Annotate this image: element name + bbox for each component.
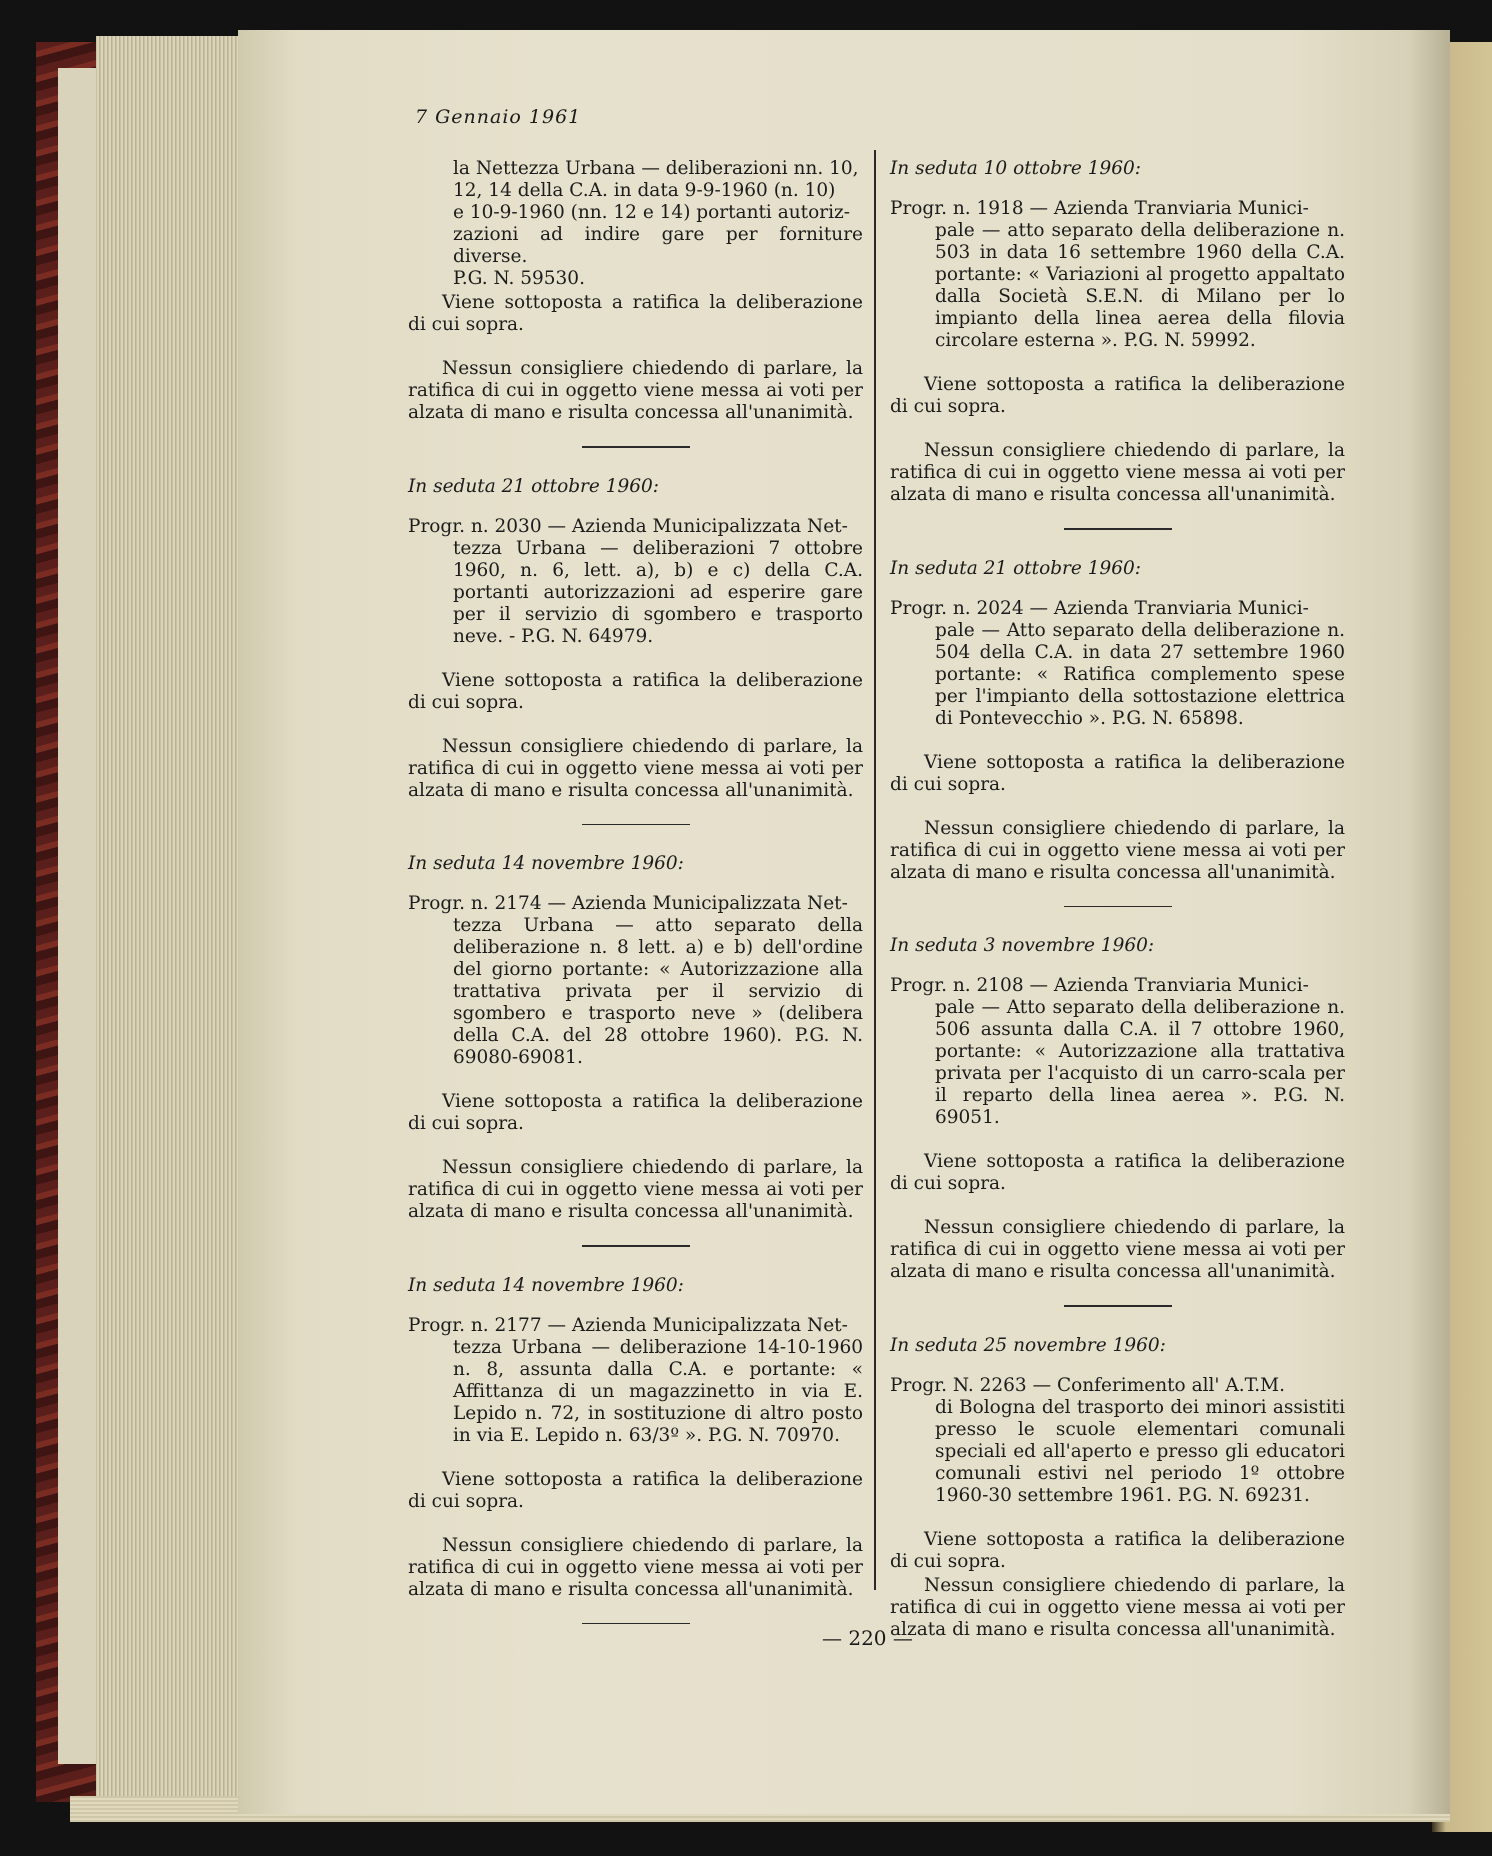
ratifica-paragraph: Viene sottoposta a ratifica la deliberazione di cui sopra. — [890, 374, 1345, 417]
progr-number: Progr. n. 2174 — Azienda Municipalizzata Net- — [408, 893, 848, 914]
continued-line: 12, 14 della C.A. in data 9-9-1960 (n. 10) — [453, 180, 836, 201]
voto-paragraph: Nessun consigliere chiedendo di parlare, la ratifica di cui in oggetto viene messa ai voti per alzata di mano e risulta concessa all'unanimità. — [890, 1574, 1345, 1640]
progr-entry — [408, 1315, 863, 1447]
voto-paragraph: Nessun consigliere chiedendo di parlare, la ratifica di cui in oggetto viene messa ai voti per alzata di mano e risulta concessa all'unanimità. — [408, 735, 863, 801]
progr-number: Progr. n. 2177 — Azienda Municipalizzata Net- — [408, 1314, 848, 1336]
ratifica-paragraph: Viene sottoposta a ratifica la deliberazione di cui sopra. — [890, 1151, 1345, 1194]
progr-text: pale — Atto separato della deliberazione n. 504 della C.A. in data 27 settembre 1960 portante: « Ratifica complemento spese per l'impianto della sottostazione elettrica di Pontevecchio ». P.G. N. 65898. — [935, 619, 1345, 729]
progr-number: Progr. n. 2108 — Azienda Tranviaria Munici- — [890, 975, 1309, 996]
section-rule — [582, 824, 690, 826]
progr-number: Progr. n. 2030 — Azienda Municipalizzata Net- — [408, 515, 848, 537]
continued-line: la Nettezza Urbana — deliberazioni nn. 10, — [453, 158, 859, 179]
seduta-heading: In seduta 3 novembre 1960: — [890, 935, 1155, 956]
page-header-date: 7 Gennaio 1961 — [415, 106, 582, 128]
progr-text: pale — atto separato della deliberazione n. 503 in data 16 settembre 1960 della C.A. portante: « Variazioni al progetto appaltato dalla Società S.E.N. di Milano per lo impianto della linea aerea della filovia circolare esterna ». P.G. N. 59992. — [935, 220, 1345, 351]
ratifica-paragraph: Viene sottoposta a ratifica la deliberazione di cui sopra. — [408, 1468, 863, 1512]
section-rule — [582, 1623, 690, 1625]
section-rule — [582, 1245, 690, 1247]
seduta-heading: In seduta 25 novembre 1960: — [890, 1334, 1166, 1356]
ratifica-paragraph: Viene sottoposta a ratifica la deliberazione di cui sopra. — [408, 292, 863, 335]
voto-paragraph: Nessun consigliere chiedendo di parlare, la ratifica di cui in oggetto viene messa ai voti per alzata di mano e risulta concessa all'unanimità. — [890, 440, 1345, 505]
progr-number: Progr. N. 2263 — Conferimento all' A.T.M. — [890, 1374, 1285, 1396]
seduta-heading: In seduta 21 ottobre 1960: — [408, 475, 660, 497]
section-rule — [1064, 906, 1172, 908]
seduta-heading: In seduta 10 ottobre 1960: — [890, 158, 1142, 179]
voto-paragraph: Nessun consigliere chiedendo di parlare, la ratifica di cui in oggetto viene messa ai voti per alzata di mano e risulta concessa all'unanimità. — [890, 1217, 1345, 1282]
continued-line: e 10-9-1960 (nn. 12 e 14) portanti autoriz- — [453, 202, 851, 223]
progr-entry — [890, 598, 1345, 730]
column-divider — [874, 150, 876, 1590]
seduta-heading: In seduta 14 novembre 1960: — [408, 1274, 684, 1296]
voto-paragraph: Nessun consigliere chiedendo di parlare, la ratifica di cui in oggetto viene messa ai voti per alzata di mano e risulta concessa all'unanimità. — [408, 1157, 863, 1222]
ratifica-paragraph: Viene sottoposta a ratifica la deliberazione di cui sopra. — [890, 751, 1345, 795]
voto-paragraph: Nessun consigliere chiedendo di parlare, la ratifica di cui in oggetto viene messa ai voti per alzata di mano e risulta concessa all'unanimità. — [408, 1534, 863, 1600]
ratifica-paragraph: Viene sottoposta a ratifica la deliberazione di cui sopra. — [890, 1528, 1345, 1572]
continued-entry — [408, 158, 863, 290]
continued-line: zazioni ad indire gare per forniture diverse. — [453, 224, 863, 267]
page-block-edges — [96, 36, 246, 1806]
left-column — [408, 158, 863, 1624]
progr-number: Progr. n. 1918 — Azienda Tranviaria Munici- — [890, 198, 1309, 219]
progr-entry — [890, 1375, 1345, 1507]
page-number: — 220 — — [822, 1626, 913, 1650]
seduta-heading: In seduta 14 novembre 1960: — [408, 853, 684, 874]
progr-text: tezza Urbana — deliberazione 14-10-1960 n. 8, assunta dalla C.A. e portante: « Affittanza di un magazzinetto in via E. Lepido n. 72, in sostituzione di altro posto in via E. Lepido n. 63/3º ». P.G. N. 70970. — [453, 1336, 863, 1446]
progr-text: pale — Atto separato della deliberazione n. 506 assunta dalla C.A. il 7 ottobre 1960, portante: « Autorizzazione alla trattativa privata per l'acquisto di un carro-scala per il reparto della linea aerea ». P.G. N. 69051. — [935, 997, 1345, 1128]
cover-endpaper — [58, 68, 98, 1764]
progr-entry — [890, 975, 1345, 1129]
ratifica-paragraph: Viene sottoposta a ratifica la deliberazione di cui sopra. — [408, 669, 863, 713]
progr-entry — [408, 516, 863, 648]
continued-line: P.G. N. 59530. — [453, 268, 585, 289]
voto-paragraph: Nessun consigliere chiedendo di parlare, la ratifica di cui in oggetto viene messa ai voti per alzata di mano e risulta concessa all'unanimità. — [408, 358, 863, 423]
ratifica-paragraph: Viene sottoposta a ratifica la deliberazione di cui sopra. — [408, 1091, 863, 1134]
progr-number: Progr. n. 2024 — Azienda Tranviaria Munici- — [890, 597, 1309, 619]
section-rule — [1064, 1305, 1172, 1307]
section-rule — [582, 446, 690, 448]
section-rule — [1064, 528, 1172, 530]
progr-text: tezza Urbana — deliberazioni 7 ottobre 1960, n. 6, lett. a), b) e c) della C.A. portanti autorizzazioni ad esperire gare per il servizio di sgombero e trasporto neve. - P.G. N. 64979. — [453, 537, 863, 647]
progr-text: di Bologna del trasporto dei minori assistiti presso le scuole elementari comunali speciali ed all'aperto e presso gli educatori comunali estivi nel periodo 1º ottobre 1960-30 settembre 1961. P.G. N. 69231. — [935, 1396, 1345, 1506]
right-column — [890, 158, 1345, 1641]
progr-entry — [408, 893, 863, 1069]
progr-text: tezza Urbana — atto separato della deliberazione n. 8 lett. a) e b) dell'ordine del giorno portante: « Autorizzazione alla trattativa privata per il servizio di sgombero e trasporto neve » (delibera della C.A. del 28 ottobre 1960). P.G. N. 69080-69081. — [453, 915, 863, 1068]
progr-entry — [890, 198, 1345, 352]
voto-paragraph: Nessun consigliere chiedendo di parlare, la ratifica di cui in oggetto viene messa ai voti per alzata di mano e risulta concessa all'unanimità. — [890, 817, 1345, 883]
seduta-heading: In seduta 21 ottobre 1960: — [890, 557, 1142, 579]
